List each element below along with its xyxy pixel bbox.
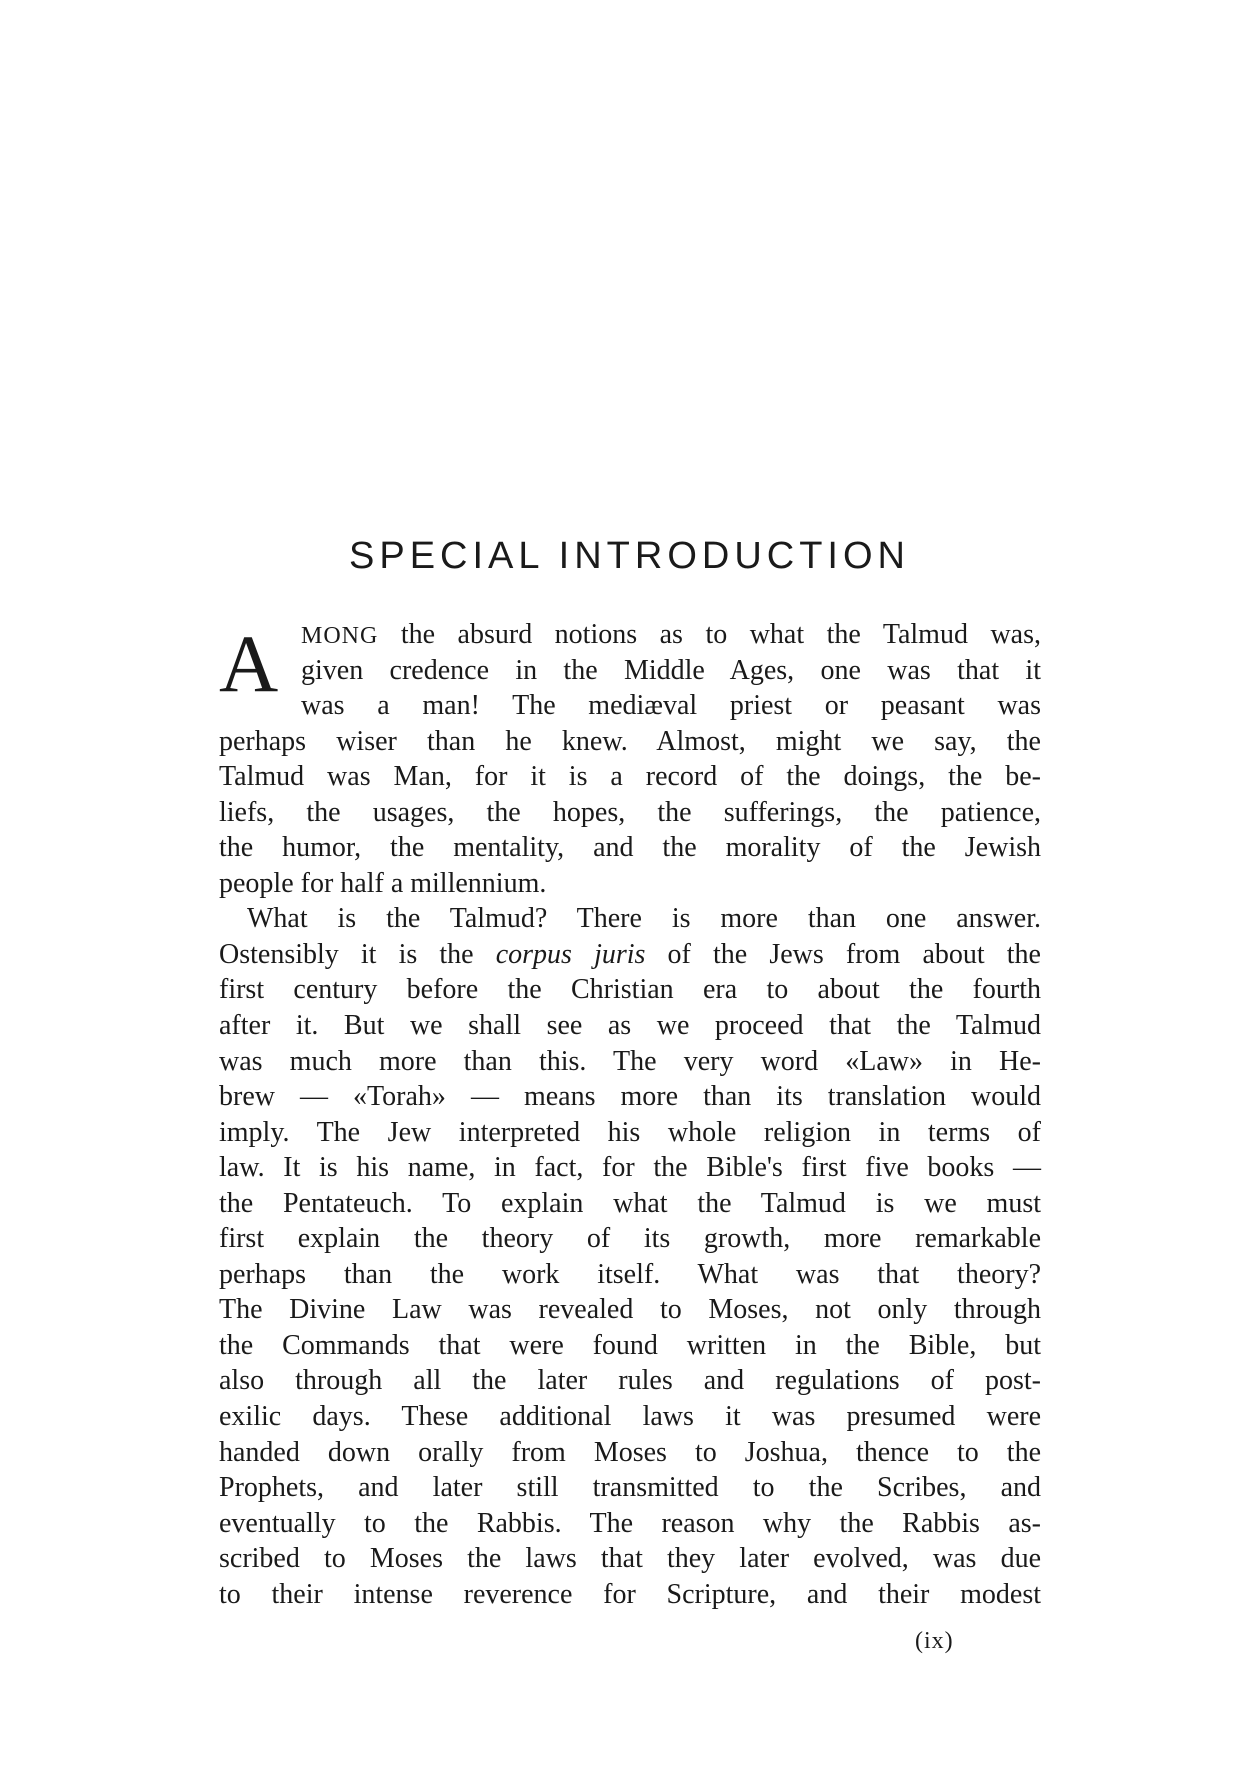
text-line: given credence in the Middle Ages, one was that it — [301, 654, 1041, 686]
text-line: perhaps than the work itself. What was that theory? — [219, 1258, 1041, 1290]
page-number: (ix) — [915, 1628, 954, 1654]
text-line: was a man! The mediæval priest or peasant was — [301, 690, 1041, 722]
text-line: was much more than this. The very word «Law» in He- — [219, 1045, 1041, 1077]
text-line: imply. The Jew interpreted his whole religion in terms of — [219, 1116, 1041, 1148]
body-text — [219, 617, 1041, 1612]
text-line: perhaps wiser than he knew. Almost, might we say, the — [219, 725, 1041, 757]
line-text: the absurd notions as to what the Talmud was, — [400, 619, 1041, 650]
text-line: law. It is his name, in fact, for the Bible's first five books — — [219, 1152, 1041, 1184]
italic-term: corpus juris — [495, 938, 646, 970]
text-line: after it. But we shall see as we proceed that the Talmud — [219, 1010, 1041, 1042]
text-line: the Commands that were found written in the Bible, but — [219, 1329, 1041, 1361]
text-line: the humor, the mentality, and the morality of the Jewish — [219, 832, 1041, 864]
text-line: first explain the theory of its growth, more remarkable — [219, 1223, 1041, 1255]
text-line: exilic days. These additional laws it was presumed were — [219, 1401, 1041, 1433]
text-line: Talmud was Man, for it is a record of the doings, the be- — [219, 761, 1041, 793]
text-line: to their intense reverence for Scripture, and their modest — [219, 1578, 1041, 1610]
text-line: also through all the later rules and regulations of post- — [219, 1365, 1041, 1397]
page-title: SPECIAL INTRODUCTION — [349, 535, 910, 577]
text-line: eventually to the Rabbis. The reason why the Rabbis as- — [219, 1507, 1041, 1539]
text-line: Prophets, and later still transmitted to the Scribes, and — [219, 1472, 1041, 1504]
text-line: first century before the Christian era to about the fourth — [219, 974, 1041, 1006]
line-text: of the Jews from about the — [667, 938, 1041, 970]
text-line: people for half a millennium. — [219, 867, 547, 899]
text-line: the Pentateuch. To explain what the Talmud is we must — [219, 1187, 1041, 1219]
text-line: liefs, the usages, the hopes, the sufferings, the patience, — [219, 796, 1041, 828]
text-line — [219, 937, 1041, 973]
first-word-small-caps: MONG — [301, 623, 379, 649]
text-line: What is the Talmud? There is more than one answer. — [247, 903, 1041, 935]
text-line: brew — «Torah» — means more than its translation would — [219, 1081, 1041, 1113]
text-line: handed down orally from Moses to Joshua, thence to the — [219, 1436, 1041, 1468]
line-text: Ostensibly it is the — [219, 938, 474, 970]
drop-cap: A — [219, 618, 279, 709]
text-line: scribed to Moses the laws that they later evolved, was due — [219, 1543, 1041, 1575]
text-line: The Divine Law was revealed to Moses, not only through — [219, 1294, 1041, 1326]
